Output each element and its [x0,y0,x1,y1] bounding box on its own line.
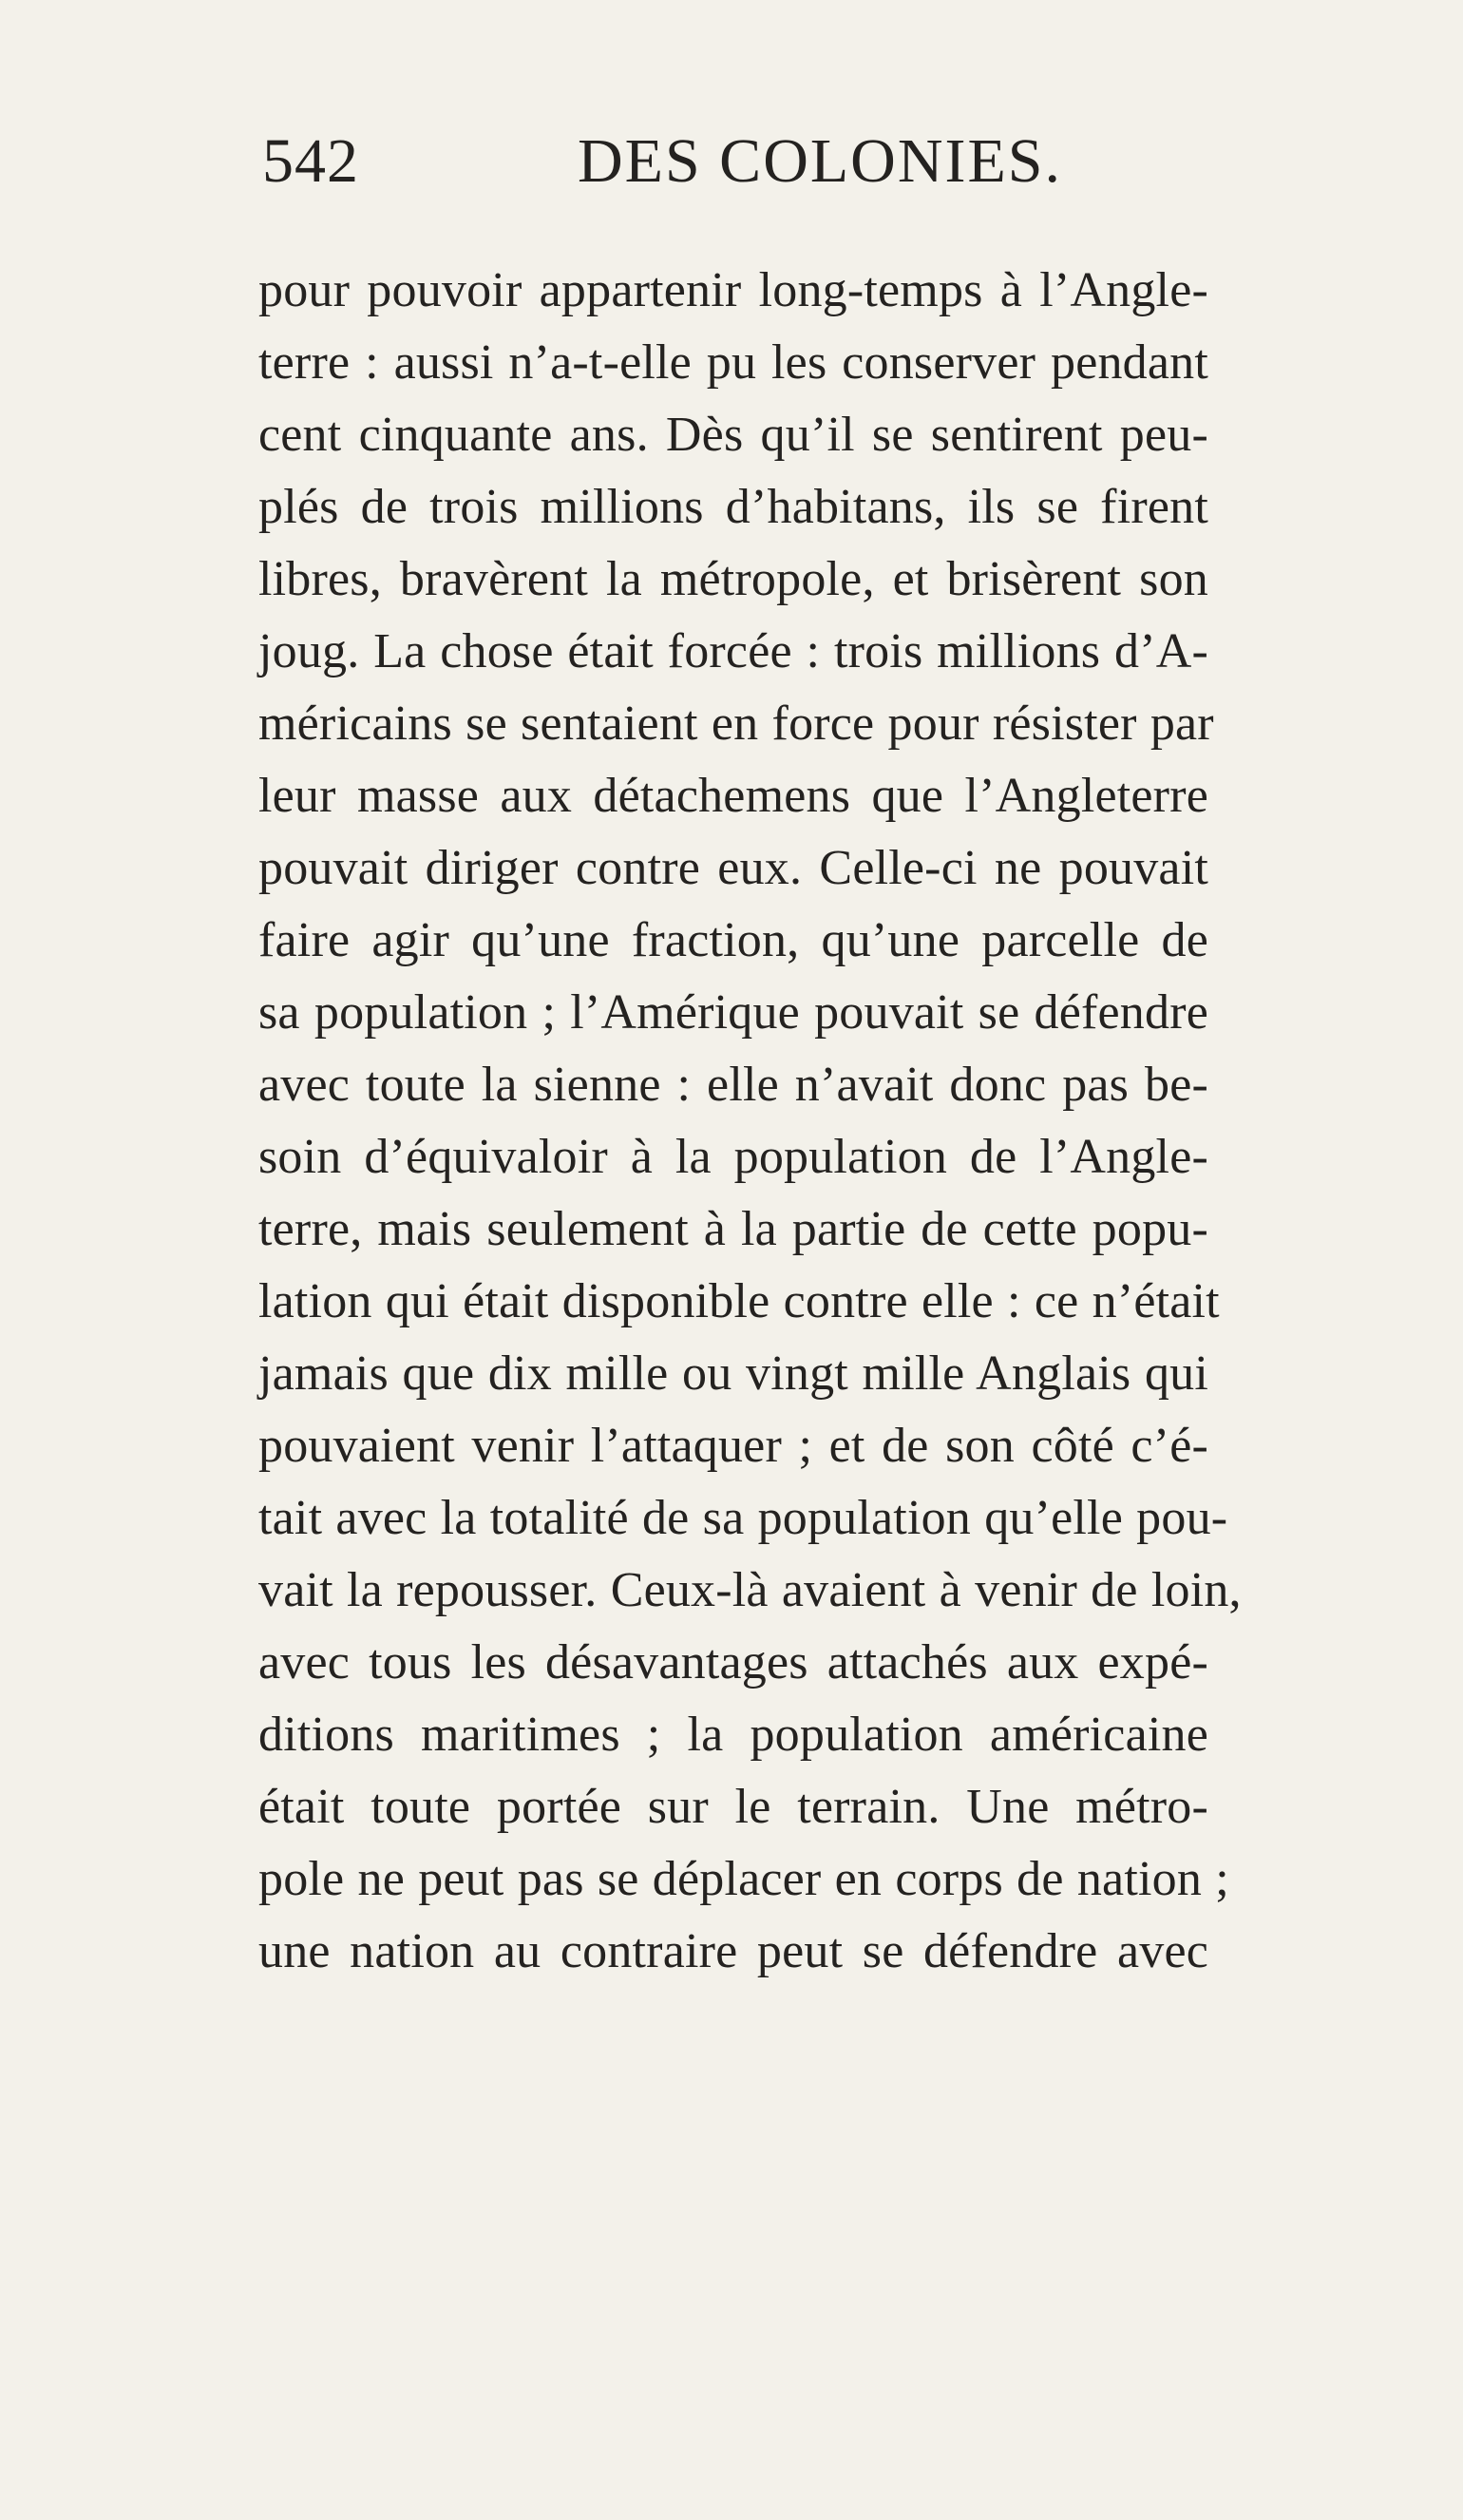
text-line: avec toute la sienne : elle n’avait donc pas be- [258,1058,1208,1112]
text-line: une nation au contraire peut se défendre avec [258,1924,1208,1978]
text-line: pour pouvoir appartenir long-temps à l’Angle- [258,263,1208,317]
text-line: jamais que dix mille ou vingt mille Anglais qui [258,1346,1208,1401]
page-number: 542 [262,126,359,196]
text-line: tait avec la totalité de sa population qu’elle pou- [258,1491,1228,1545]
running-title: DES COLONIES. [578,126,1063,196]
text-line: sa population ; l’Amérique pouvait se défendre [258,985,1208,1040]
text-line: leur masse aux détachemens que l’Angleterre [258,769,1208,823]
text-line: lation qui était disponible contre elle : ce n’était [258,1274,1220,1328]
text-line: pole ne peut pas se déplacer en corps de nation ; [258,1852,1229,1906]
text-line: soin d’équivaloir à la population de l’Angle- [258,1130,1208,1184]
text-line: plés de trois millions d’habitans, ils se firent [258,480,1208,534]
text-line: ditions maritimes ; la population américaine [258,1708,1208,1762]
body-text [258,255,1242,1988]
text-line: vait la repousser. Ceux-là avaient à venir de loin, [258,1563,1242,1617]
text-line: pouvait diriger contre eux. Celle-ci ne pouvait [258,841,1208,895]
text-line: avec tous les désavantages attachés aux expé- [258,1635,1208,1690]
text-line: cent cinquante ans. Dès qu’il se sentirent peu- [258,408,1208,462]
text-line: libres, bravèrent la métropole, et brisèrent son [258,552,1208,606]
page-header [262,122,1117,201]
text-line: pouvaient venir l’attaquer ; et de son côté c’é- [258,1419,1208,1473]
text-line: terre, mais seulement à la partie de cette popu- [258,1202,1208,1256]
text-line: était toute portée sur le terrain. Une métro- [258,1780,1208,1834]
text-line: joug. La chose était forcée : trois millions d’A- [258,624,1208,678]
text-line: terre : aussi n’a-t-elle pu les conserver pendant [258,335,1208,390]
text-line: faire agir qu’une fraction, qu’une parcelle de [258,913,1208,967]
text-line: méricains se sentaient en force pour résister par [258,697,1214,751]
